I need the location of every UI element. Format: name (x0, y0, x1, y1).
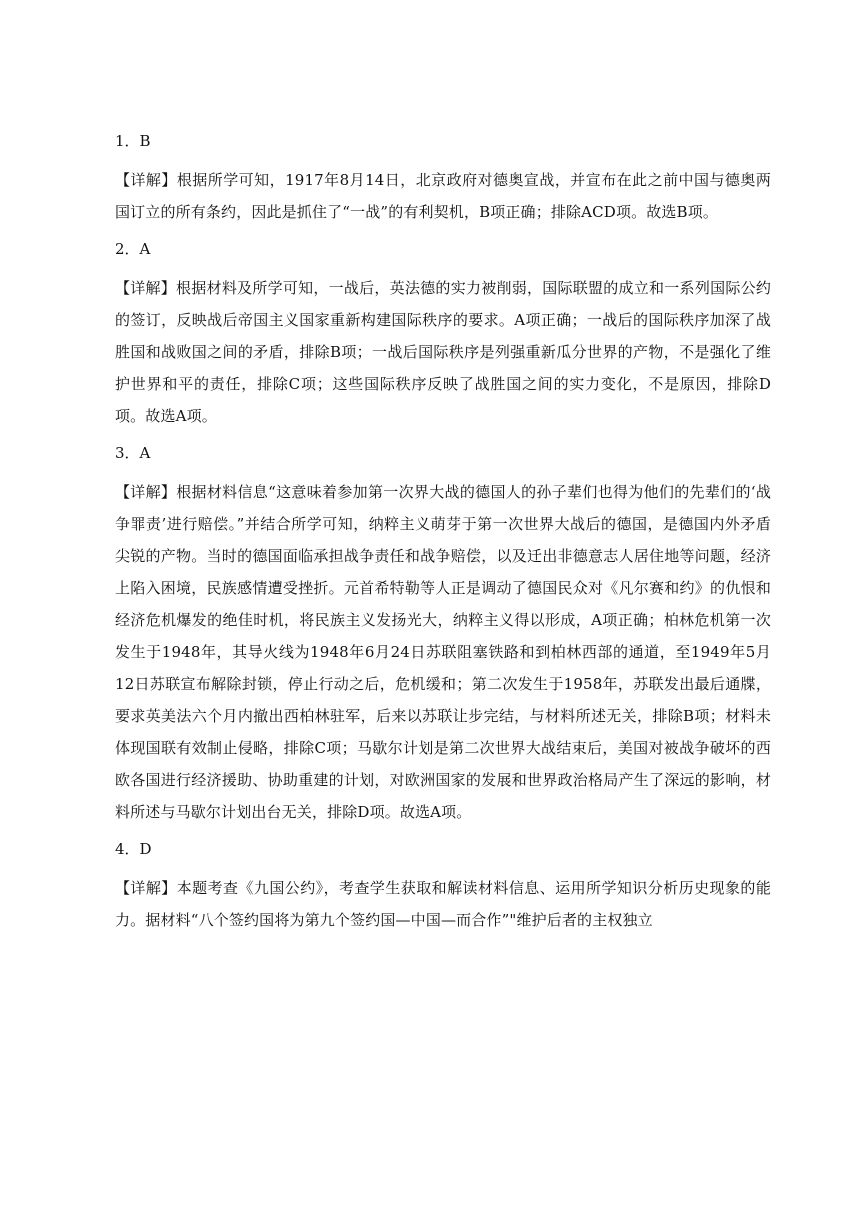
answer-4-explanation (115, 872, 771, 936)
answer-1-text: 根据所学可知，1917年8月14日，北京政府对德奥宣战，并宣布在此之前中国与德奥两国订立的所有条约，因此是抓住了“一战”的有利契机，B项正确；排除ACD项。故选B项。 (115, 171, 771, 221)
answer-2-explanation (115, 272, 771, 432)
answer-2-tag: 【详解】 (115, 279, 177, 297)
answer-4-number: 4．D (115, 840, 152, 858)
answer-3-text: 根据材料信息“这意味着参加第一次界大战的德国人的孙子辈们也得为他们的先辈们的‘战争罪责’进行赔偿。”并结合所学可知，纳粹主义萌芽于第一次世界大战后的德国，是德国内外矛盾尖锐的产物。当时的德国面临承担战争责任和战争赔偿，以及迁出非德意志人居住地等问题，经济上陷入困境，民族感情遭受挫折。元首希特勒等人正是调动了德国民众对《凡尔赛和约》的仇恨和经济危机爆发的绝佳时机，将民族主义发扬光大，纳粹主义得以形成，A项正确；柏林危机第一次发生于1948年，其导火线为1948年6月24日苏联阻塞铁路和到柏林西部的通道，至1949年5月12日苏联宣布解除封锁，停止行动之后，危机缓和；第二次发生于1958年，苏联发出最后通牒，要求英美法六个月内撤出西柏林驻军，后来以苏联让步完结，与材料所述无关，排除B项；材料未体现国联有效制止侵略，排除C项；马歇尔计划是第二次世界大战结束后，美国对被战争破坏的西欧各国进行经济援助、协助重建的计划，对欧洲国家的发展和世界政治格局产生了深远的影响，材料所述与马歇尔计划出台无关，排除D项。故选A项。 (115, 483, 771, 821)
answer-1-tag: 【详解】 (115, 171, 177, 189)
answer-4-text: 本题考查《九国公约》，考查学生获取和解读材料信息、运用所学知识分析历史现象的能力。据材料“八个签约国将为第九个签约国—中国—而合作”"维护后者的主权独立 (115, 879, 771, 929)
answer-2-text: 根据材料及所学可知，一战后，英法德的实力被削弱，国际联盟的成立和一系列国际公约的签订，反映战后帝国主义国家重新构建国际秩序的要求。A项正确；一战后的国际秩序加深了战胜国和战败国之间的矛盾，排除B项；一战后国际秩序是列强重新瓜分世界的产物，不是强化了维护世界和平的责任，排除C项；这些国际秩序反映了战胜国之间的实力变化，不是原因，排除D项。故选A项。 (115, 279, 772, 425)
answer-4-tag: 【详解】 (115, 879, 177, 897)
answer-1-number: 1．B (115, 132, 151, 150)
answer-2-number: 2．A (115, 240, 151, 258)
answer-list (115, 128, 771, 944)
answer-3-explanation (115, 476, 771, 828)
answer-1-explanation (115, 164, 771, 228)
answer-3-number: 3．A (115, 444, 151, 462)
answer-3-tag: 【详解】 (115, 483, 177, 501)
